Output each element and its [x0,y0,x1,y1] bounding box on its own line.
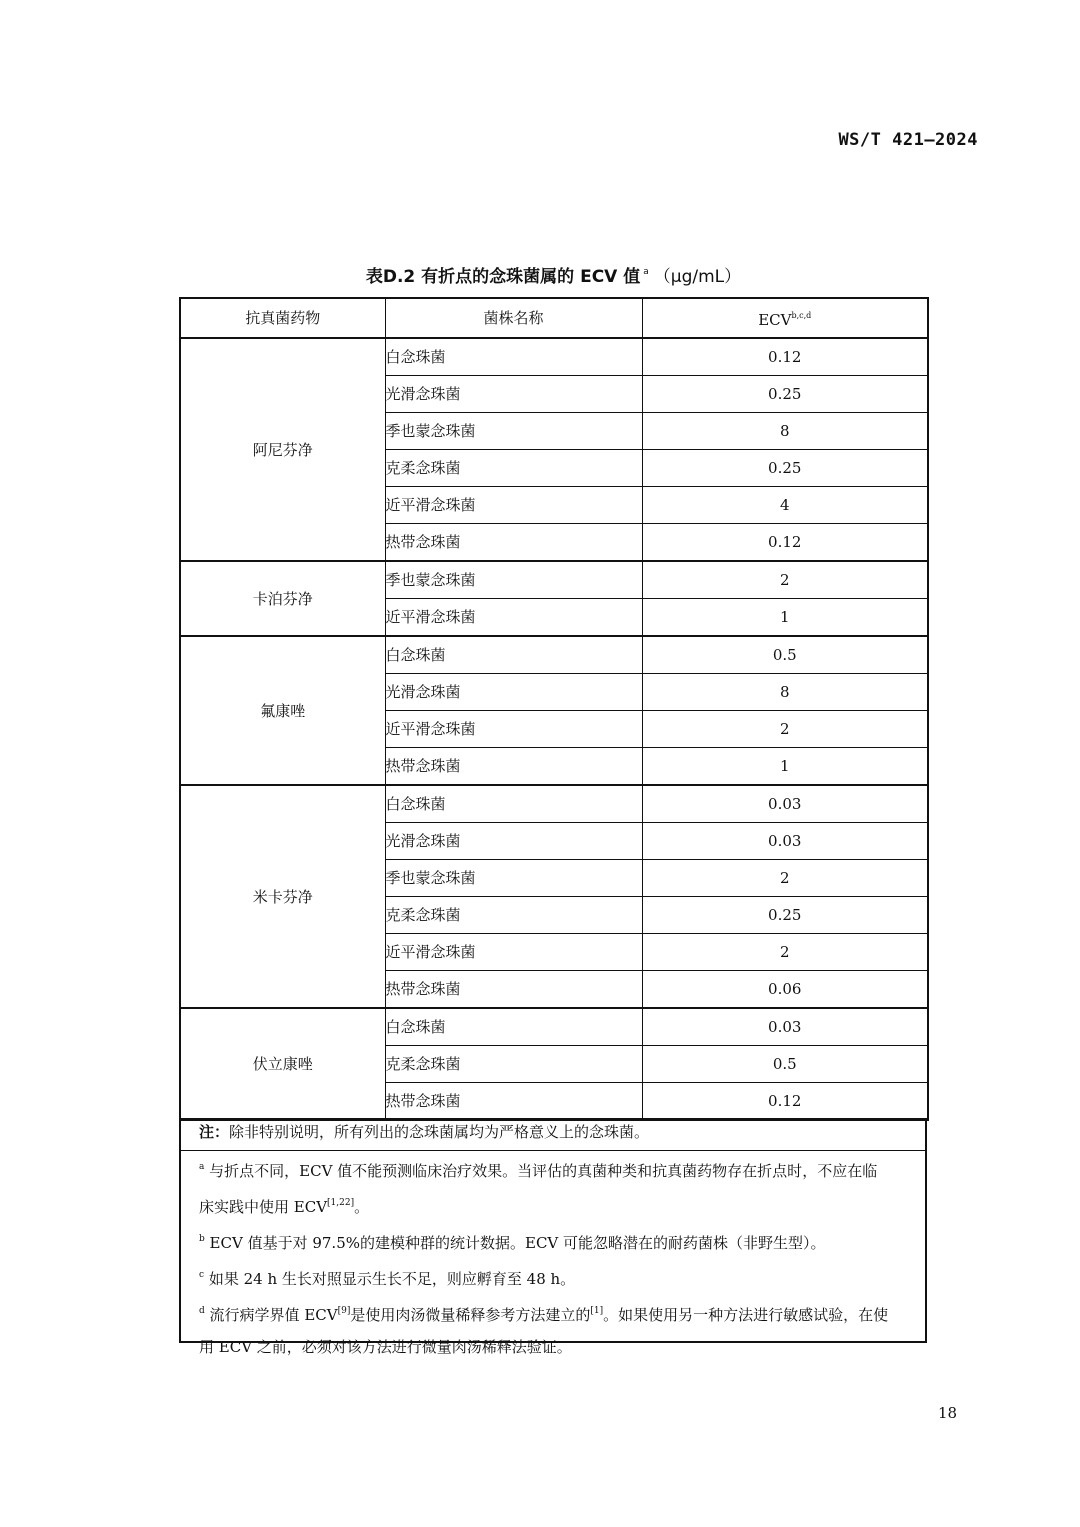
strain-cell: 光滑念珠菌 [385,823,642,860]
ecv-table [179,297,929,1121]
strain-cell: 近平滑念珠菌 [385,711,642,748]
footnote-d [181,1295,925,1363]
ecv-value-cell: 0.03 [642,823,928,860]
strain-cell: 白念珠菌 [385,1008,642,1046]
ecv-value-cell: 0.5 [642,636,928,674]
footnote-b [181,1223,925,1259]
strain-cell: 季也蒙念珠菌 [385,860,642,897]
strain-cell: 热带念珠菌 [385,1083,642,1121]
strain-cell: 热带念珠菌 [385,524,642,562]
footnote-d-ref-2: [1] [590,1306,604,1316]
caption-footnote-mark: a [643,267,649,277]
footnote-d-text-1: 流行病学界值 ECV [209,1306,338,1324]
footnote-d-text-3: 。如果使用另一种方法进行敏感试验，在使 [603,1306,889,1324]
footnote-a-ref: [1,22] [327,1198,355,1208]
table-notes [179,1118,927,1356]
table-row [180,636,928,674]
ecv-value-cell: 2 [642,561,928,599]
ecv-value-cell: 0.25 [642,450,928,487]
ecv-value-cell: 0.12 [642,524,928,562]
footnote-d-mark: d [199,1306,205,1316]
strain-cell: 克柔念珠菌 [385,450,642,487]
strain-cell: 白念珠菌 [385,338,642,376]
note-general-text: 除非特别说明，所有列出的念珠菌属均为严格意义上的念珠菌。 [229,1123,650,1141]
drug-cell: 米卡芬净 [180,785,385,1008]
strain-cell: 克柔念珠菌 [385,1046,642,1083]
footnote-d-ref-1: [9] [337,1306,351,1316]
header-drug: 抗真菌药物 [180,298,385,338]
footnote-b-text: ECV 值基于对 97.5%的建模种群的统计数据。ECV 可能忽略潜在的耐药菌株（非野生型）。 [209,1234,826,1252]
footnote-a-text-1: 与折点不同，ECV 值不能预测临床治疗效果。当评估的真菌种类和抗真菌药物存在折点时，不应在临 [209,1162,878,1180]
table-body [180,338,928,1120]
ecv-value-cell: 1 [642,599,928,637]
ecv-value-cell: 0.12 [642,1083,928,1121]
strain-cell: 季也蒙念珠菌 [385,413,642,450]
footnote-c [181,1259,925,1295]
footnote-a-text-2: 床实践中使用 ECV [199,1198,328,1216]
footnote-c-text: 如果 24 h 生长对照显示生长不足，则应孵育至 48 h。 [208,1270,576,1288]
ecv-value-cell: 8 [642,674,928,711]
ecv-value-cell: 2 [642,860,928,897]
standard-number: WS/T 421—2024 [838,130,978,150]
table-row [180,561,928,599]
ecv-value-cell: 2 [642,934,928,971]
strain-cell: 光滑念珠菌 [385,674,642,711]
footnote-a-end: 。 [354,1198,370,1216]
footnote-d-text-4: 用 ECV 之前，必须对该方法进行微量肉汤稀释法验证。 [199,1338,572,1356]
ecv-value-cell: 2 [642,711,928,748]
footnote-c-mark: c [199,1270,205,1280]
ecv-value-cell: 0.06 [642,971,928,1009]
strain-cell: 季也蒙念珠菌 [385,561,642,599]
note-label: 注： [199,1123,230,1141]
strain-cell: 近平滑念珠菌 [385,934,642,971]
strain-cell: 白念珠菌 [385,785,642,823]
drug-cell: 氟康唑 [180,636,385,785]
ecv-value-cell: 0.03 [642,785,928,823]
drug-cell: 卡泊芬净 [180,561,385,636]
header-ecv-footnotes: b,c,d [791,311,812,320]
drug-cell: 伏立康唑 [180,1008,385,1120]
header-ecv [642,298,928,338]
ecv-value-cell: 0.5 [642,1046,928,1083]
strain-cell: 白念珠菌 [385,636,642,674]
footnote-b-mark: b [199,1234,205,1244]
drug-cell: 阿尼芬净 [180,338,385,561]
strain-cell: 近平滑念珠菌 [385,599,642,637]
ecv-value-cell: 0.12 [642,338,928,376]
footnote-d-text-2: 是使用肉汤微量稀释参考方法建立的 [350,1306,591,1324]
table-header-row [180,298,928,338]
strain-cell: 热带念珠菌 [385,748,642,786]
strain-cell: 热带念珠菌 [385,971,642,1009]
caption-unit: （μg/mL） [653,267,742,287]
footnote-a-mark: a [199,1162,205,1172]
table-caption [180,262,927,287]
ecv-value-cell: 0.25 [642,897,928,934]
ecv-value-cell: 0.03 [642,1008,928,1046]
strain-cell: 近平滑念珠菌 [385,487,642,524]
note-general [181,1120,925,1151]
table-row [180,1008,928,1046]
page-number: 18 [938,1404,958,1422]
table-row [180,785,928,823]
header-strain: 菌株名称 [385,298,642,338]
strain-cell: 克柔念珠菌 [385,897,642,934]
caption-title: 表D.2 有折点的念珠菌属的 ECV 值 [365,267,641,287]
table-row [180,338,928,376]
strain-cell: 光滑念珠菌 [385,376,642,413]
ecv-value-cell: 0.25 [642,376,928,413]
ecv-value-cell: 8 [642,413,928,450]
ecv-value-cell: 1 [642,748,928,786]
header-ecv-label: ECV [758,311,792,329]
ecv-value-cell: 4 [642,487,928,524]
footnote-a [181,1151,925,1223]
